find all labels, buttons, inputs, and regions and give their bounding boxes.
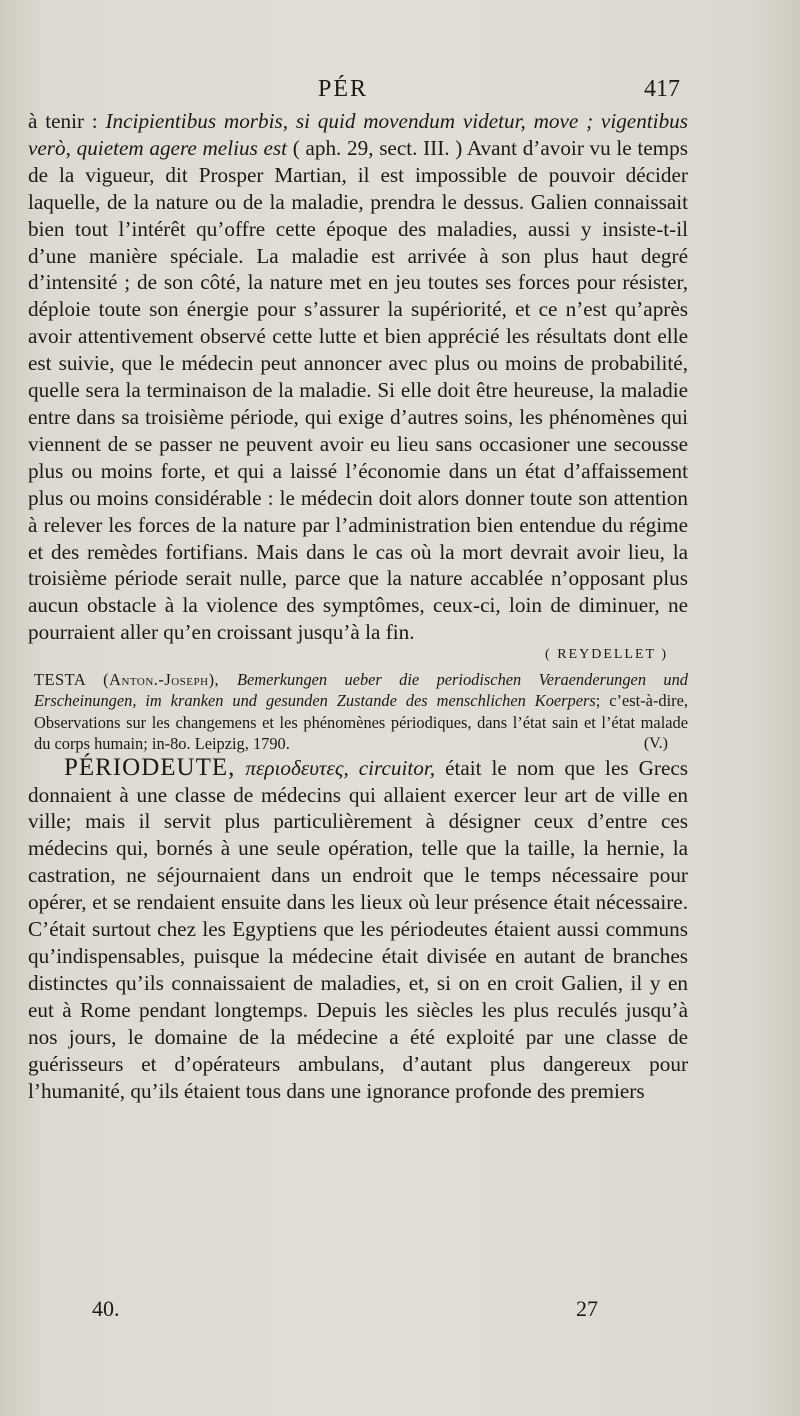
signature-mark: 40.	[92, 1296, 120, 1321]
entry-text: était le nom que les Grecs donnaient à une classe de médecins qui allaient exercer leur art de ville en ville; mais il servit plus particulièrement à désigner ceux d’entre ces médecins qui, bornés à une seule opération, telle que la taille, la hernie, la castration, ne séjournaient dans un endroit que le temps nécessaire pour opérer, et se rendaient ensuite dans les lieux où leur présence était nécessaire. C’était surtout chez les Egyptiens que les périodeutes étaient aussi communs qu’indispensables, puisque la médecine était divisée en autant de branches distinctes qu’ils connaissaient de maladies, et, si on en croit Galien, il y en eut à Rome pendant longtemps. Depuis les siècles les plus reculés jusqu’à nos jours, le domaine de la médecine a été exploité par une classe de guérisseurs et d’opérateurs ambulans, d’autant plus dangereux pour l’humanité, qu’ils étaient tous dans une ignorance profonde des premiers	[28, 755, 688, 1103]
page-body	[28, 108, 688, 1104]
citation: ( aph. 29, sect. III. )	[287, 135, 467, 160]
main-paragraph	[28, 108, 688, 646]
biblio-title: Bemerkungen ueber die periodischen Veraenderungen und Erscheinungen, im kranken und gesunden Zustande des menschlichen Koerpers	[34, 670, 688, 711]
folio-number: 27	[576, 1296, 598, 1321]
entry-headword: PÉRIODEUTE,	[64, 753, 236, 781]
page-footer	[0, 1296, 800, 1326]
entry-greek: περιοδευτες,	[235, 755, 359, 780]
biblio-author: TESTA (Anton.-Joseph),	[34, 670, 237, 690]
biblio-initials: (V.)	[643, 735, 668, 753]
dictionary-entry	[28, 755, 688, 1105]
running-head: PÉR	[318, 76, 369, 102]
page-number: 417	[644, 76, 680, 102]
paragraph-text: Avant d’avoir vu le temps de la vigueur, dit Prosper Martian, il est impossible de pouvoir décider laquelle, de la nature ou de la maladie, prendra le dessus. Galien connaissait bien tout l’intérêt qu’offre cette époque des maladies, aussi y insiste-t-il d’une manière spéciale. La maladie est arrivée à son plus haut degré d’intensité ; de son côté, la nature met en jeu toutes ses forces pour résister, déploie toute son énergie pour s’assurer la supériorité, et ce n’est qu’après avoir attentivement observé cette lutte et bien apprécié les résultats dont elle est suivie, que le médecin peut annoncer avec plus ou moins de probabilité, quelle sera la terminaison de la maladie. Si elle doit être heureuse, la maladie entre dans sa troisième période, qui exige d’autres soins, les phénomènes qui viennent de se passer ne peuvent avoir eu lieu sans occasioner une secousse plus ou moins forte, et qui a laissé l’économie dans un état d’affaissement plus ou moins considérable : le médecin doit alors donner toute son attention à relever les forces de la nature par l’administration bien entendue du régime et des remèdes fortifians. Mais dans le cas où la mort devrait avoir lieu, la troisième période serait nulle, parce que la nature accablée n’opposant plus aucun obstacle à la violence des symptômes, ceux-ci, loin de diminuer, ne pourraient aller qu’en croissant jusqu’à la fin.	[28, 135, 689, 645]
author-signature: ( REYDELLET )	[545, 647, 668, 663]
paragraph-intro: à tenir :	[28, 109, 106, 133]
entry-latin: circuitor,	[358, 755, 436, 780]
latin-quote: Incipientibus morbis, si quid movendum videtur, move ; vigentibus verò, quietem agere melius est	[28, 109, 688, 160]
page-header	[0, 76, 800, 110]
biblio-details: ; c’est-à-dire, Observations sur les changemens et les phénomènes périodiques, dans l’état sain et l’état malade du corps humain; in-8o. Leipzig, 1790.	[34, 691, 688, 754]
bibliography-entry	[28, 669, 688, 755]
